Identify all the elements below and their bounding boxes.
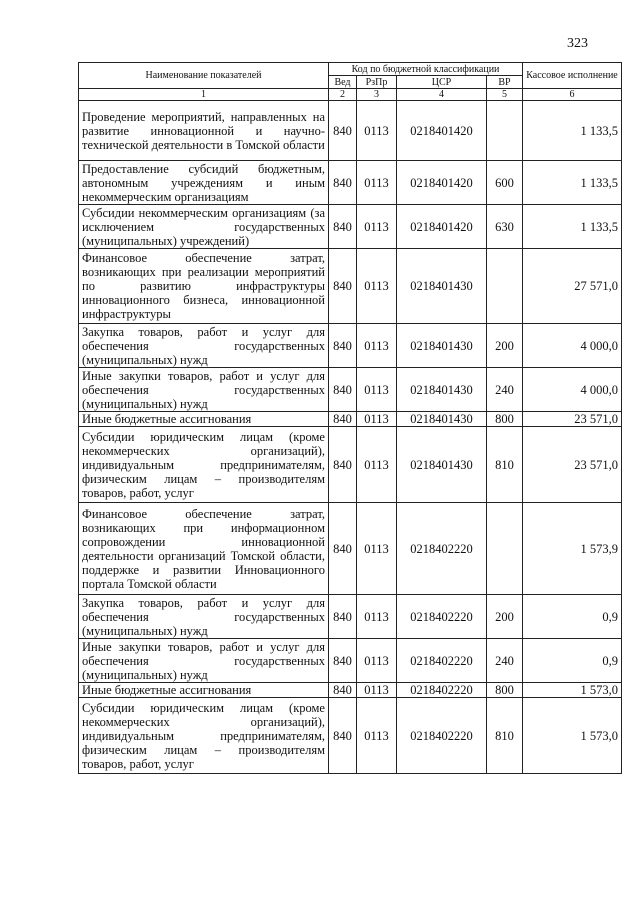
table-row xyxy=(79,427,622,503)
table-row xyxy=(79,595,622,639)
table-body xyxy=(79,101,622,774)
row-rzpr: 0113 xyxy=(357,427,397,503)
row-rzpr: 0113 xyxy=(357,101,397,161)
row-rzpr: 0113 xyxy=(357,683,397,698)
row-csr: 0218401430 xyxy=(397,324,487,368)
table-row xyxy=(79,412,622,427)
row-csr: 0218402220 xyxy=(397,595,487,639)
row-ved: 840 xyxy=(329,698,357,774)
row-rzpr: 0113 xyxy=(357,324,397,368)
row-ved: 840 xyxy=(329,324,357,368)
table-row xyxy=(79,698,622,774)
row-name: Субсидии юридическим лицам (кроме некоммерческих организаций), индивидуальным предпринимателям, физическим лицам – производителям товаров, работ, услуг xyxy=(79,427,329,503)
row-name: Проведение мероприятий, направленных на развитие инновационной и научно-технической деятельности в Томской области xyxy=(79,101,329,161)
row-amount: 1 573,0 xyxy=(523,698,622,774)
row-csr: 0218401420 xyxy=(397,161,487,205)
row-vr xyxy=(487,249,523,324)
header-rzpr: РзПр xyxy=(357,76,397,89)
row-csr: 0218401430 xyxy=(397,249,487,324)
row-amount: 1 133,5 xyxy=(523,101,622,161)
row-csr: 0218402220 xyxy=(397,639,487,683)
row-amount: 1 133,5 xyxy=(523,161,622,205)
col-number: 5 xyxy=(487,89,523,101)
row-rzpr: 0113 xyxy=(357,249,397,324)
row-amount: 0,9 xyxy=(523,595,622,639)
page-number: 323 xyxy=(567,36,588,51)
row-vr: 810 xyxy=(487,698,523,774)
row-ved: 840 xyxy=(329,249,357,324)
row-amount: 1 573,9 xyxy=(523,503,622,595)
col-number: 1 xyxy=(79,89,329,101)
row-vr: 630 xyxy=(487,205,523,249)
table-row xyxy=(79,324,622,368)
row-ved: 840 xyxy=(329,205,357,249)
row-vr xyxy=(487,101,523,161)
row-csr: 0218401420 xyxy=(397,101,487,161)
header-ved: Вед xyxy=(329,76,357,89)
row-name: Субсидии некоммерческим организациям (за исключением государственных (муниципальных) учреждений) xyxy=(79,205,329,249)
row-ved: 840 xyxy=(329,412,357,427)
row-csr: 0218402220 xyxy=(397,698,487,774)
table-row xyxy=(79,683,622,698)
row-vr: 200 xyxy=(487,595,523,639)
row-vr xyxy=(487,503,523,595)
row-rzpr: 0113 xyxy=(357,161,397,205)
table-row xyxy=(79,249,622,324)
row-csr: 0218402220 xyxy=(397,503,487,595)
row-vr: 200 xyxy=(487,324,523,368)
row-rzpr: 0113 xyxy=(357,368,397,412)
col-number: 3 xyxy=(357,89,397,101)
row-amount: 23 571,0 xyxy=(523,427,622,503)
header-vr: ВР xyxy=(487,76,523,89)
row-amount: 1 133,5 xyxy=(523,205,622,249)
row-rzpr: 0113 xyxy=(357,595,397,639)
row-amount: 0,9 xyxy=(523,639,622,683)
table-row xyxy=(79,161,622,205)
row-name: Предоставление субсидий бюджетным, автономным учреждениям и иным некоммерческим организациям xyxy=(79,161,329,205)
table-row xyxy=(79,503,622,595)
row-csr: 0218402220 xyxy=(397,683,487,698)
row-name: Закупка товаров, работ и услуг для обеспечения государственных (муниципальных) нужд xyxy=(79,595,329,639)
header-code-group: Код по бюджетной классификации xyxy=(329,63,523,76)
header-amount: Кассовое исполнение xyxy=(523,63,622,89)
header-name: Наименование показателей xyxy=(79,63,329,89)
row-csr: 0218401420 xyxy=(397,205,487,249)
row-name: Финансовое обеспечение затрат, возникающих при реализации мероприятий по развитию инфраструктуры инновационного бизнеса, инновационной инфраструктуры xyxy=(79,249,329,324)
row-vr: 800 xyxy=(487,412,523,427)
row-ved: 840 xyxy=(329,503,357,595)
row-vr: 810 xyxy=(487,427,523,503)
row-amount: 23 571,0 xyxy=(523,412,622,427)
row-csr: 0218401430 xyxy=(397,427,487,503)
row-name: Финансовое обеспечение затрат, возникающих при информационном сопровождении инновационной деятельности организаций Томской области, поддержке и развитии Инновационного портала Томской области xyxy=(79,503,329,595)
row-ved: 840 xyxy=(329,101,357,161)
header-csr: ЦСР xyxy=(397,76,487,89)
row-vr: 240 xyxy=(487,639,523,683)
row-name: Иные бюджетные ассигнования xyxy=(79,683,329,698)
column-numbers-row xyxy=(79,89,622,101)
row-rzpr: 0113 xyxy=(357,412,397,427)
row-name: Иные бюджетные ассигнования xyxy=(79,412,329,427)
row-csr: 0218401430 xyxy=(397,368,487,412)
table-row xyxy=(79,101,622,161)
row-name: Субсидии юридическим лицам (кроме некоммерческих организаций), индивидуальным предпринимателям, физическим лицам – производителям товаров, работ, услуг xyxy=(79,698,329,774)
row-ved: 840 xyxy=(329,639,357,683)
row-ved: 840 xyxy=(329,368,357,412)
row-rzpr: 0113 xyxy=(357,639,397,683)
row-ved: 840 xyxy=(329,161,357,205)
row-amount: 4 000,0 xyxy=(523,368,622,412)
col-number: 6 xyxy=(523,89,622,101)
row-rzpr: 0113 xyxy=(357,205,397,249)
table-header xyxy=(79,63,622,101)
row-amount: 1 573,0 xyxy=(523,683,622,698)
row-name: Иные закупки товаров, работ и услуг для обеспечения государственных (муниципальных) нужд xyxy=(79,368,329,412)
row-amount: 27 571,0 xyxy=(523,249,622,324)
row-name: Закупка товаров, работ и услуг для обеспечения государственных (муниципальных) нужд xyxy=(79,324,329,368)
row-rzpr: 0113 xyxy=(357,503,397,595)
row-csr: 0218401430 xyxy=(397,412,487,427)
table-row xyxy=(79,639,622,683)
row-vr: 600 xyxy=(487,161,523,205)
row-name: Иные закупки товаров, работ и услуг для обеспечения государственных (муниципальных) нужд xyxy=(79,639,329,683)
table-row xyxy=(79,205,622,249)
row-ved: 840 xyxy=(329,595,357,639)
col-number: 2 xyxy=(329,89,357,101)
row-ved: 840 xyxy=(329,683,357,698)
row-rzpr: 0113 xyxy=(357,698,397,774)
row-vr: 240 xyxy=(487,368,523,412)
row-vr: 800 xyxy=(487,683,523,698)
budget-table xyxy=(78,62,622,774)
col-number: 4 xyxy=(397,89,487,101)
row-amount: 4 000,0 xyxy=(523,324,622,368)
row-ved: 840 xyxy=(329,427,357,503)
table-row xyxy=(79,368,622,412)
